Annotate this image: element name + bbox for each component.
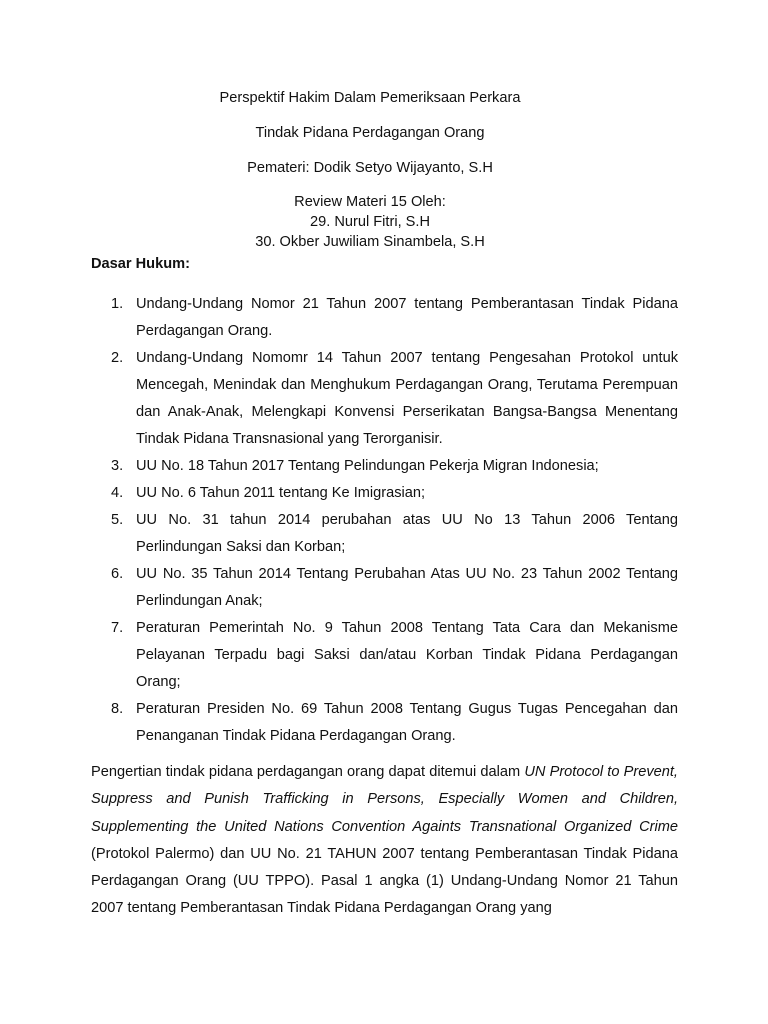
- paragraph-intro: Pengertian tindak pidana perdagangan orang dapat ditemui dalam: [91, 764, 525, 780]
- list-item: [91, 507, 678, 561]
- list-text: UU No. 31 tahun 2014 perubahan atas UU No 13 Tahun 2006 Tentang Perlindungan Saksi dan Korban;: [136, 512, 678, 555]
- list-text: Peraturan Presiden No. 69 Tahun 2008 Tentang Gugus Tugas Pencegahan dan Penanganan Tindak Pidana Perdagangan Orang.: [136, 701, 678, 744]
- reviewer-1: 29. Nurul Fitri, S.H: [309, 214, 431, 230]
- review-line: Review Materi 15 Oleh:: [294, 194, 446, 210]
- legal-basis-list: [91, 291, 678, 750]
- list-item: [91, 615, 678, 696]
- list-text: Peraturan Pemerintah No. 9 Tahun 2008 Tentang Tata Cara dan Mekanisme Pelayanan Terpadu bagi Saksi dan/atau Korban Tindak Pidana Perdagangan Orang;: [136, 620, 678, 690]
- reviewer-2: 30. Okber Juwiliam Sinambela, S.H: [255, 234, 485, 250]
- list-number: 4.: [111, 485, 124, 501]
- list-number: 7.: [111, 620, 124, 636]
- definition-paragraph: [91, 759, 678, 923]
- list-number: 5.: [111, 512, 124, 528]
- list-item: [91, 291, 678, 345]
- list-number: 6.: [111, 566, 124, 582]
- paragraph-italic-title: UN Protocol to Prevent, Suppress and Punish Trafficking in Persons, Especially Women and Children, Supplementing the United Nations Convention Againts Transnational Organized Crime: [91, 764, 678, 835]
- list-text: UU No. 18 Tahun 2017 Tentang Pelindungan Pekerja Migran Indonesia;: [136, 458, 599, 474]
- document-title-line2: Tindak Pidana Perdagangan Orang: [255, 125, 485, 141]
- list-text: Undang-Undang Nomomr 14 Tahun 2007 tentang Pengesahan Protokol untuk Mencegah, Menindak dan Menghukum Perdagangan Orang, Terutama Perempuan dan Anak-Anak, Melengkapi Konvensi Perserikatan Bangsa-Bangsa Menentang Tindak Pidana Transnasional yang Terorganisir.: [136, 350, 678, 447]
- list-item: [91, 453, 678, 480]
- presenter-line: Pemateri: Dodik Setyo Wijayanto, S.H: [247, 160, 493, 176]
- list-text: UU No. 35 Tahun 2014 Tentang Perubahan Atas UU No. 23 Tahun 2002 Tentang Perlindungan Anak;: [136, 566, 678, 609]
- document-title-line1: Perspektif Hakim Dalam Pemeriksaan Perkara: [219, 90, 521, 106]
- list-number: 1.: [111, 296, 124, 312]
- section-heading: Dasar Hukum:: [91, 256, 190, 272]
- list-text: UU No. 6 Tahun 2011 tentang Ke Imigrasian;: [136, 485, 426, 501]
- list-number: 8.: [111, 701, 124, 717]
- list-item: [91, 480, 678, 507]
- list-number: 2.: [111, 350, 124, 366]
- list-text: Undang-Undang Nomor 21 Tahun 2007 tentang Pemberantasan Tindak Pidana Perdagangan Orang.: [136, 296, 678, 339]
- list-item: [91, 345, 678, 453]
- list-item: [91, 696, 678, 750]
- list-item: [91, 561, 678, 615]
- list-number: 3.: [111, 458, 124, 474]
- paragraph-rest: (Protokol Palermo) dan UU No. 21 TAHUN 2007 tentang Pemberantasan Tindak Pidana Perdagangan Orang (UU TPPO). Pasal 1 angka (1) Undang-Undang Nomor 21 Tahun 2007 tentang Pemberantasan Tindak Pidana Perdagangan Orang yang: [91, 845, 678, 917]
